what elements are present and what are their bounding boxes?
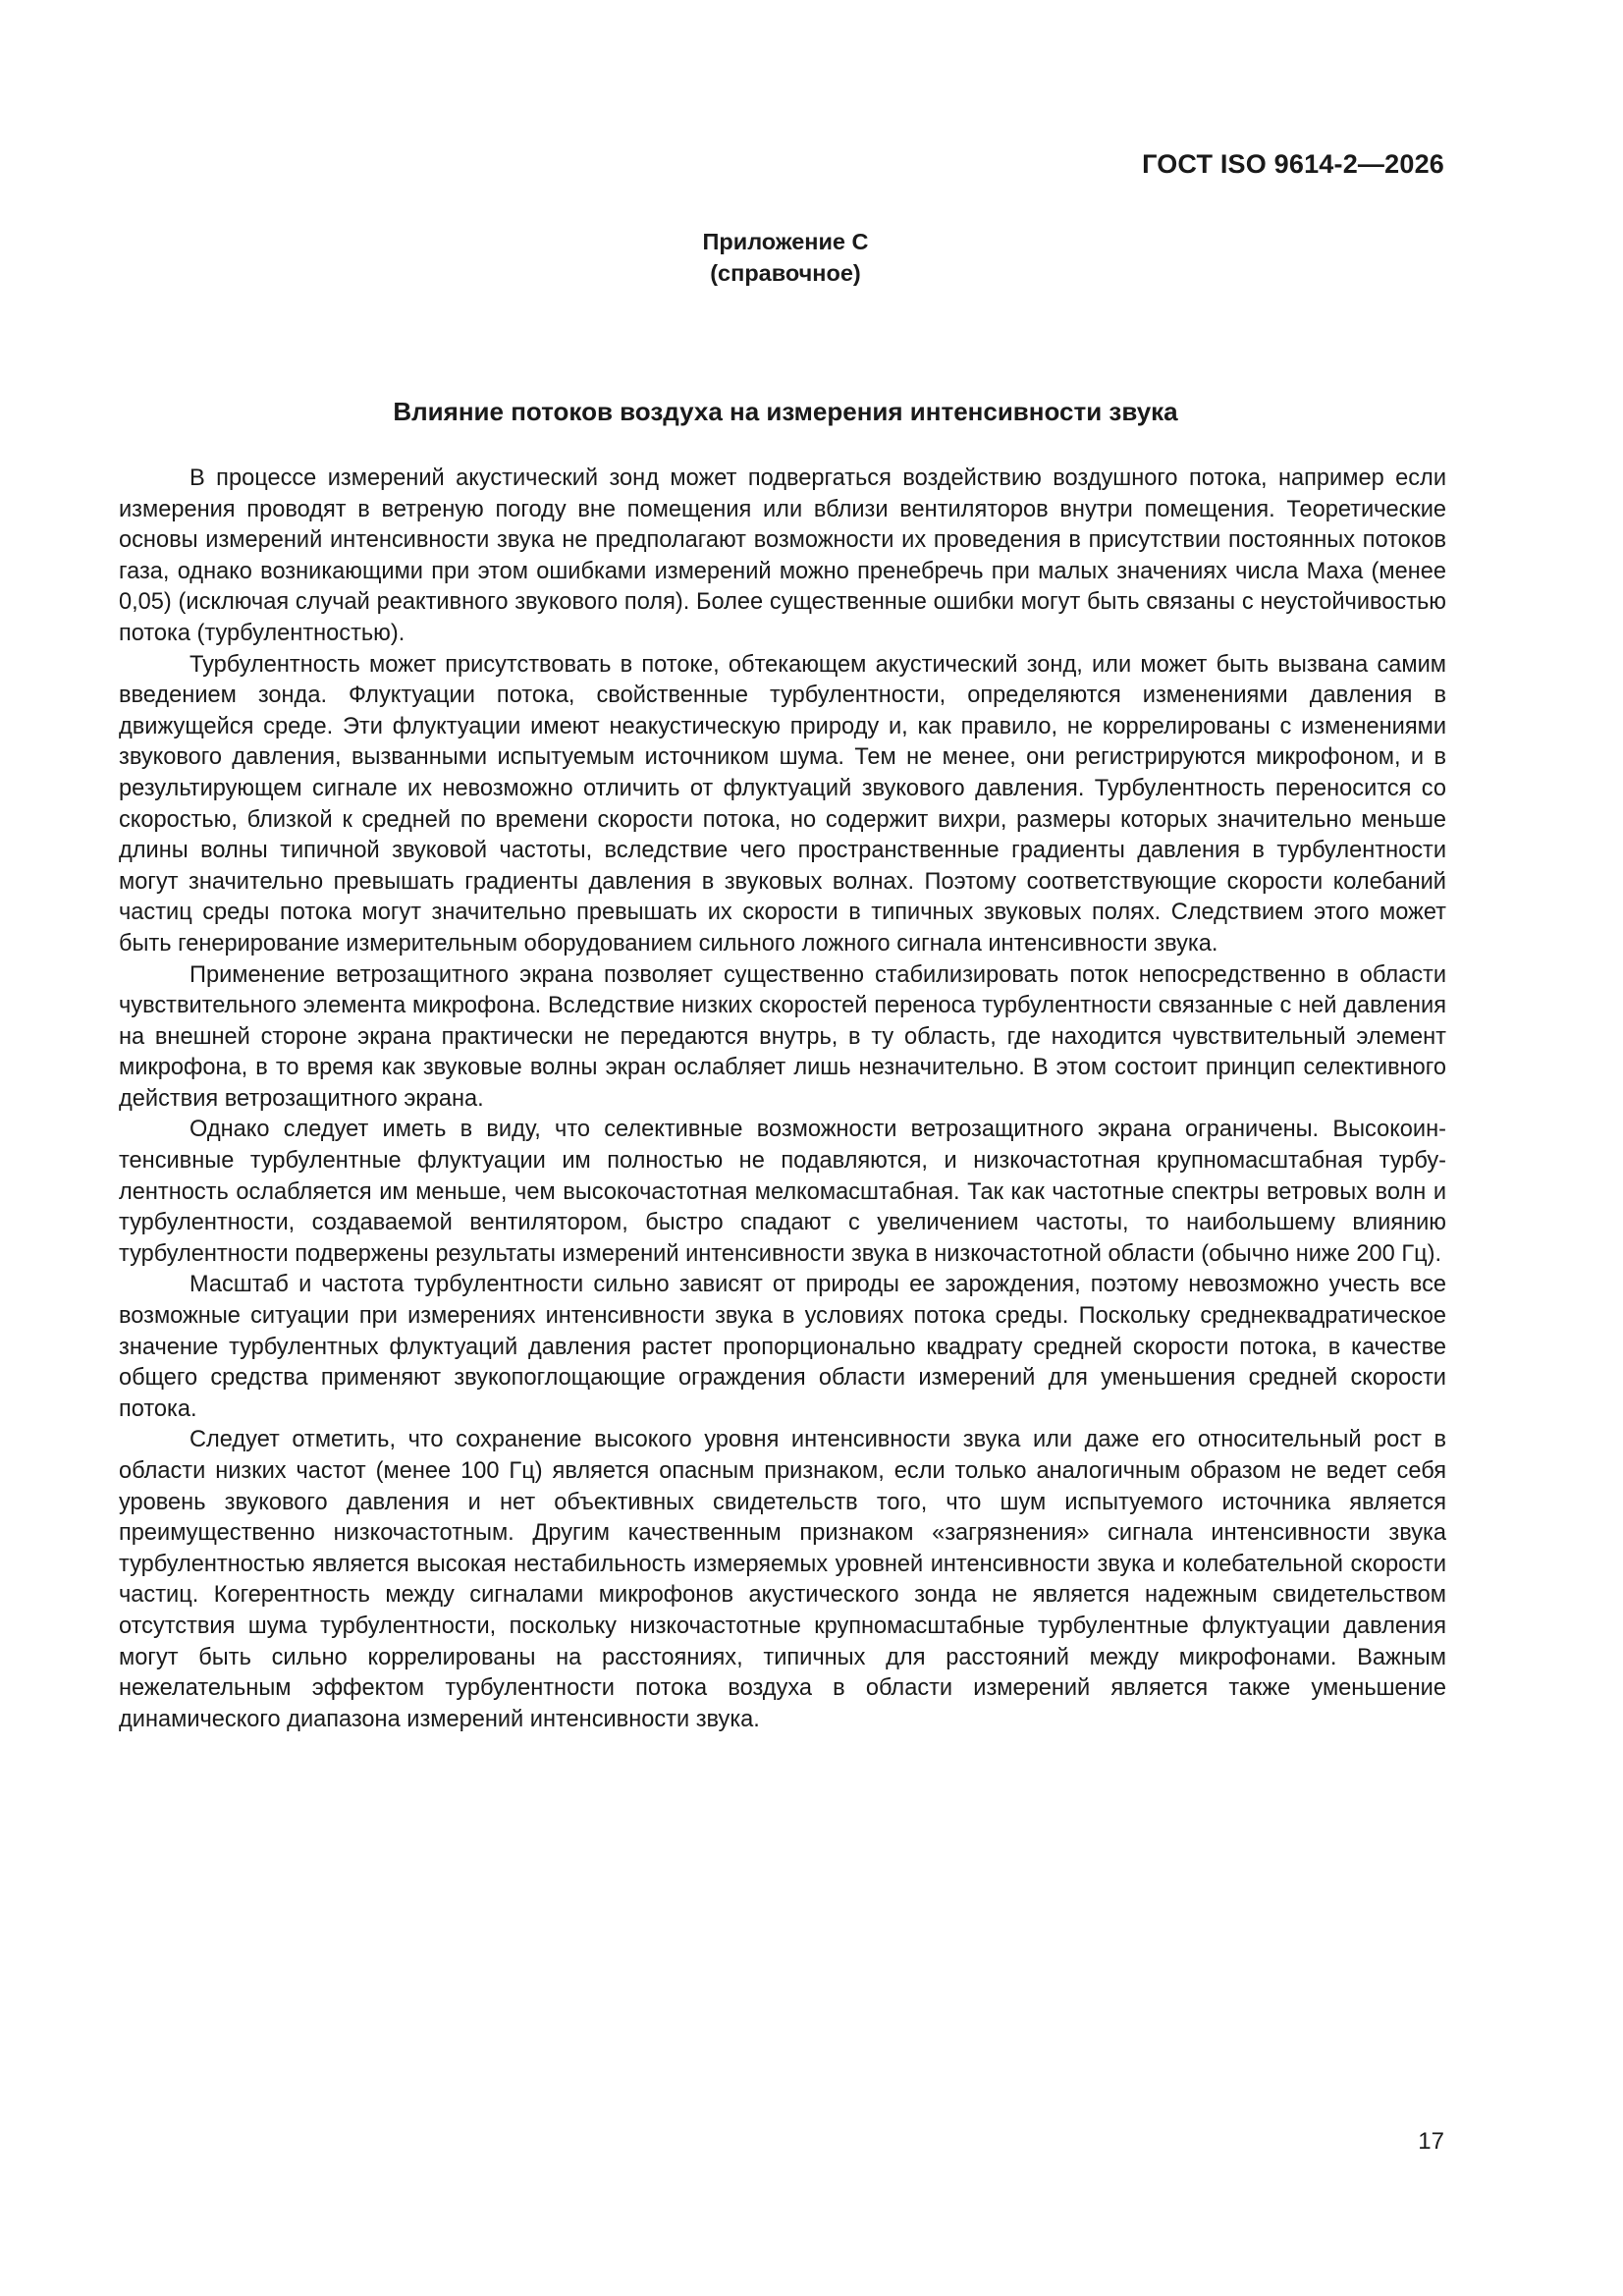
section-title: Влияние потоков воздуха на измерения интенсивности звука xyxy=(393,397,1178,426)
paragraph: Масштаб и частота турбулентности сильно зависят от природы ее зарождения, поэтому невозможно учесть все возможные ситуации при измерениях интенсивности звука в условиях потока среды. Поскольку среднеквадратическое значение турбулентных флуктуаций давления растет пропорционально квадрату средней скорости потока, в качестве общего средства применяют звукопоглощающие ограждения области измерений для уменьшения средней скорости потока. xyxy=(119,1272,1446,1422)
paragraph: Следует отметить, что сохранение высокого уровня интенсивности звука или даже его относительный рост в области низких частот (менее 100 Гц) является опасным признаком, если только аналогичным образом не ведет себя уровень звукового давления и нет объективных свидетельств того, что шум испытуемого источника является преимущественно низкочастотным. Другим качественным признаком «загрязнения» сигнала интенсивности звука турбулентностью является высокая нестабильность измеряемых уровней интенсивности звука и колебательной скорости частиц. Когерентность между сигналами микрофонов акустического зонда не является надежным свидетельством отсутствия шума турбулентности, поскольку низкочастотные крупномасштабные турбулентные флуктуации давления могут быть сильно коррелированы на расстояниях, типичных для расстояний между микрофонами. Важным нежелательным эффектом турбулентности потока воздуха в области измерений является также уменьшение динамического диапазона измерений интенсивности звука. xyxy=(119,1427,1446,1732)
paragraph: Применение ветрозащитного экрана позволяет существенно стабилизировать поток непосредственно в области чувствительного элемента микрофона. Вследствие низких скоростей переноса турбулентности связанные с ней давления на внешней стороне экрана практически не передаются внутрь, в ту область, где находится чувствительный элемент микрофона, в то время как звуковые волны экран ослабляет лишь незначительно. В этом состоит принцип селективного действия ветрозащитного экрана. xyxy=(119,961,1446,1112)
body-text xyxy=(119,464,1446,1735)
page-number: 17 xyxy=(1418,2128,1444,2155)
document-standard-id: ГОСТ ISO 9614-2—2026 xyxy=(1142,149,1444,179)
paragraph: Турбулентность может присутствовать в потоке, обтекающем акустический зонд, или может быть вызвана самим введением зонда. Флуктуации потока, свойственные турбулентности, определяются изменениями давления в движущейся среде. Эти флуктуации имеют неакустическую природу и, как правило, не коррелированы с изменениями звукового давления, вызванными испытуемым источником шума. Тем не менее, они регистрируются микрофоном, и в результирующем сигнале их невозможно отличить от флуктуаций звукового давления. Турбулентность переносится со скоростью, близкой к средней по времени скорости потока, но содержит вихри, размеры которых значительно меньше длины волны типичной звуковой частоты, вследствие чего пространственные градиенты давления в турбулентности могут значительно превышать градиенты давления в звуковых волнах. Поэтому соответствующие скорости колебаний частиц среды потока могут значительно превышать их скорости в типичных звуковых полях. Следствием этого может быть генерирование измерительным оборудованием сильного ложного сигнала интенсивности звука. xyxy=(119,651,1446,957)
annex-type: (справочное) xyxy=(710,260,861,286)
annex-title: Приложение С xyxy=(702,229,869,254)
annex-heading xyxy=(0,226,1571,289)
paragraph: В процессе измерений акустический зонд может подвергаться воздействию воздушного потока, например если измерения проводят в ветреную погоду вне помещения или вблизи вентиляторов внутри помещения. Теоретические основы измерений интенсивности звука не предполагают возможности их проведения в присутствии постоянных потоков газа, однако возникающими при этом ошибками измерений можно пренебречь при малых значениях числа Маха (менее 0,05) (исключая случай реактивного звукового поля). Более существенные ошибки могут быть связаны с неустойчивостью потока (турбулентностью). xyxy=(119,465,1446,646)
paragraph: Однако следует иметь в виду, что селективные возможности ветрозащитного экрана ограничены. Высокоинтенсивные турбулентные флуктуации им полностью не подавляются, и низкочастотная крупномасштабная турбулентность ослабляется им меньше, чем высокочастотная мелкомасштабная. Так как частотные спектры ветровых волн и турбулентности, создаваемой вентилятором, быстро спадают с увеличением частоты, то наибольшему влиянию турбулентности подвержены результаты измерений интенсивности звука в низкочастотной области (обычно ниже 200 Гц). xyxy=(119,1117,1446,1267)
